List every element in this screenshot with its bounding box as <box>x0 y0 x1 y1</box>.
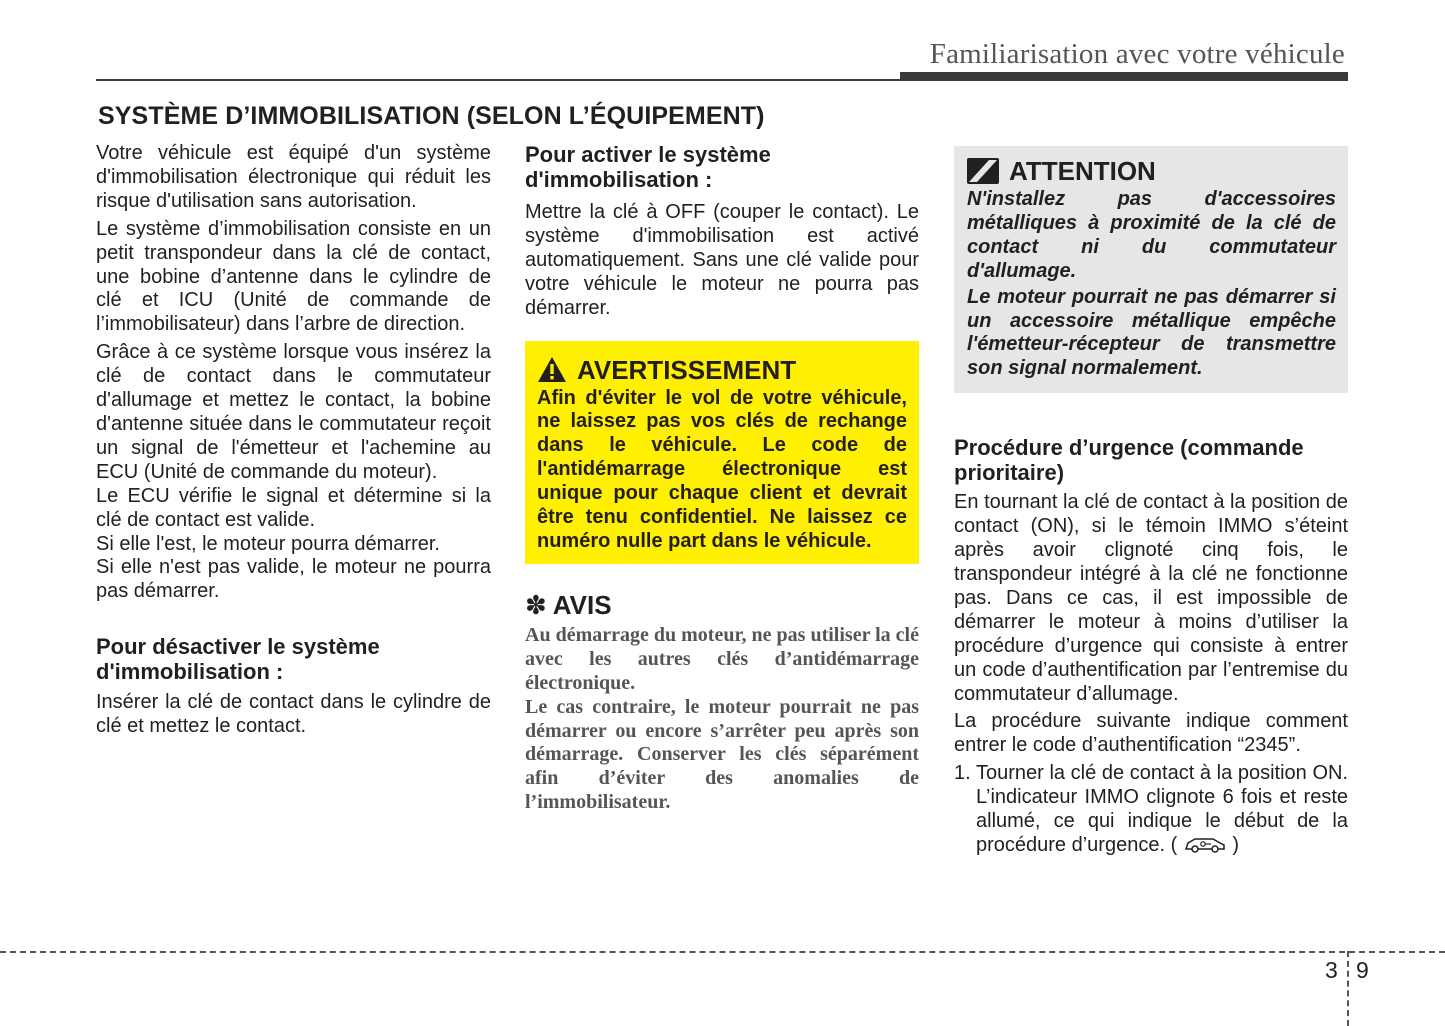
warning-header <box>537 355 907 385</box>
intro-paragraph: Votre véhicule est équipé d'un système d'immobilisation électronique qui réduit les risque d'utilisation sans autorisation. <box>96 142 491 212</box>
warning-title: AVERTISSEMENT <box>577 354 797 385</box>
footer-dashed-divider <box>1347 951 1349 1026</box>
column-1 <box>96 142 491 743</box>
step-number: 1. <box>954 762 971 785</box>
warning-text: Afin d'éviter le vol de votre véhicule, ne laissez pas vos clés de rechange dans le véhicule. Le code de l'antidémarrage électronique est unique pour chaque client et devrait être tenu confidentiel. Ne laissez ce numéro nulle part dans le véhicule. <box>537 386 907 552</box>
caution-text-2: Le moteur pourrait ne pas démarrer si un accessoire métallique empêche l'émetteur-récepteur de transmettre son signal normalement. <box>967 285 1336 380</box>
immobilizer-car-key-icon <box>1183 834 1227 854</box>
notice-header <box>525 590 919 620</box>
footer-dashed-rule <box>0 951 1445 953</box>
activate-heading: Pour activer le système d'immobilisation : <box>525 142 771 192</box>
chapter-number: 3 <box>1325 957 1338 983</box>
warning-box <box>525 341 919 564</box>
emergency-paragraph-1: En tournant la clé de contact à la position de contact (ON), si le témoin IMMO s’éteint après avoir clignoté cinq fois, le transpondeur intégré à la clé ne fonctionne pas. Dans ce cas, il est impossible de démarrer le moteur à moins d’utiliser la procédure d’urgence qui consiste à entrer un code d’authentification par l’entremise du commutateur d’allumage. <box>954 491 1348 705</box>
system-components-paragraph: Le système d’immobilisation consiste en un petit transpondeur dans la clé de contact, une bobine d’antenne dans le cylindre de clé et ICU (Unité de commande de l’immobilisateur) dans l’arbre de direction. <box>96 217 491 336</box>
notice-text-2: Le cas contraire, le moteur pourrait ne pas démarrer ou encore s’arrêter peu après son démarrage. Conserver les clés séparément afin d’éviter des anomalies de l’immobilisateur. <box>525 695 919 814</box>
invalid-key-paragraph: Si elle n'est pas valide, le moteur ne pourra pas démarrer. <box>96 556 491 603</box>
caution-text-1: N'installez pas d'accessoires métalliques à proximité de la clé de contact ni du commutateur d'allumage. <box>967 188 1336 282</box>
list-item <box>954 762 1348 858</box>
how-it-works-paragraph: Grâce à ce système lorsque vous insérez la clé de contact dans le commutateur d'allumage et mettez le contact, la bobine d'antenne située dans le commutateur reçoit un signal de l'émetteur et l'achemine au ECU (Unité de commande du moteur). <box>96 341 491 483</box>
warning-triangle-icon <box>537 356 567 383</box>
page-number: 9 <box>1356 957 1369 983</box>
header-accent-bar <box>900 72 1348 81</box>
ecu-check-paragraph: Le ECU vérifie le signal et détermine si la clé de contact est valide. <box>96 484 491 531</box>
emergency-paragraph-2: La procédure suivante indique comment entrer le code d’authentification “2345”. <box>954 710 1348 757</box>
asterisk-icon: ✽ <box>525 589 547 620</box>
procedure-steps <box>954 762 1348 858</box>
caution-title: ATTENTION <box>1009 156 1156 186</box>
deactivate-heading: Pour désactiver le système d'immobilisation : <box>96 634 380 685</box>
header-title: Familiarisation avec votre véhicule <box>929 38 1345 70</box>
column-3 <box>954 142 1348 858</box>
caution-header <box>967 156 1336 186</box>
caution-box <box>954 146 1348 393</box>
activate-text: Mettre la clé à OFF (couper le contact). Le système d'immobilisation est activé automatiquement. Sans une clé valide pour votre véhicule le moteur ne pourra pas démarrer. <box>525 201 919 319</box>
section-title: SYSTÈME D’IMMOBILISATION (SELON L’ÉQUIPEMENT) <box>98 102 765 130</box>
notice-text-1: Au démarrage du moteur, ne pas utiliser la clé avec les autres clés d’antidémarrage électronique. <box>525 623 919 694</box>
step-text: Tourner la clé de contact à la position ON. L’indicateur IMMO clignote 6 fois et reste allumé, ce qui indique le début de la procédure d’urgence. ( <box>976 762 1348 856</box>
column-2 <box>525 142 919 815</box>
caution-prohibited-icon <box>967 158 999 184</box>
emergency-heading: Procédure d’urgence (commande prioritaire) <box>954 435 1304 486</box>
deactivate-text: Insérer la clé de contact dans le cylindre de clé et mettez le contact. <box>96 691 491 738</box>
notice-title: AVIS <box>552 589 612 620</box>
step-text-close: ) <box>1232 833 1240 856</box>
valid-key-paragraph: Si elle l'est, le moteur pourra démarrer. <box>96 532 440 555</box>
